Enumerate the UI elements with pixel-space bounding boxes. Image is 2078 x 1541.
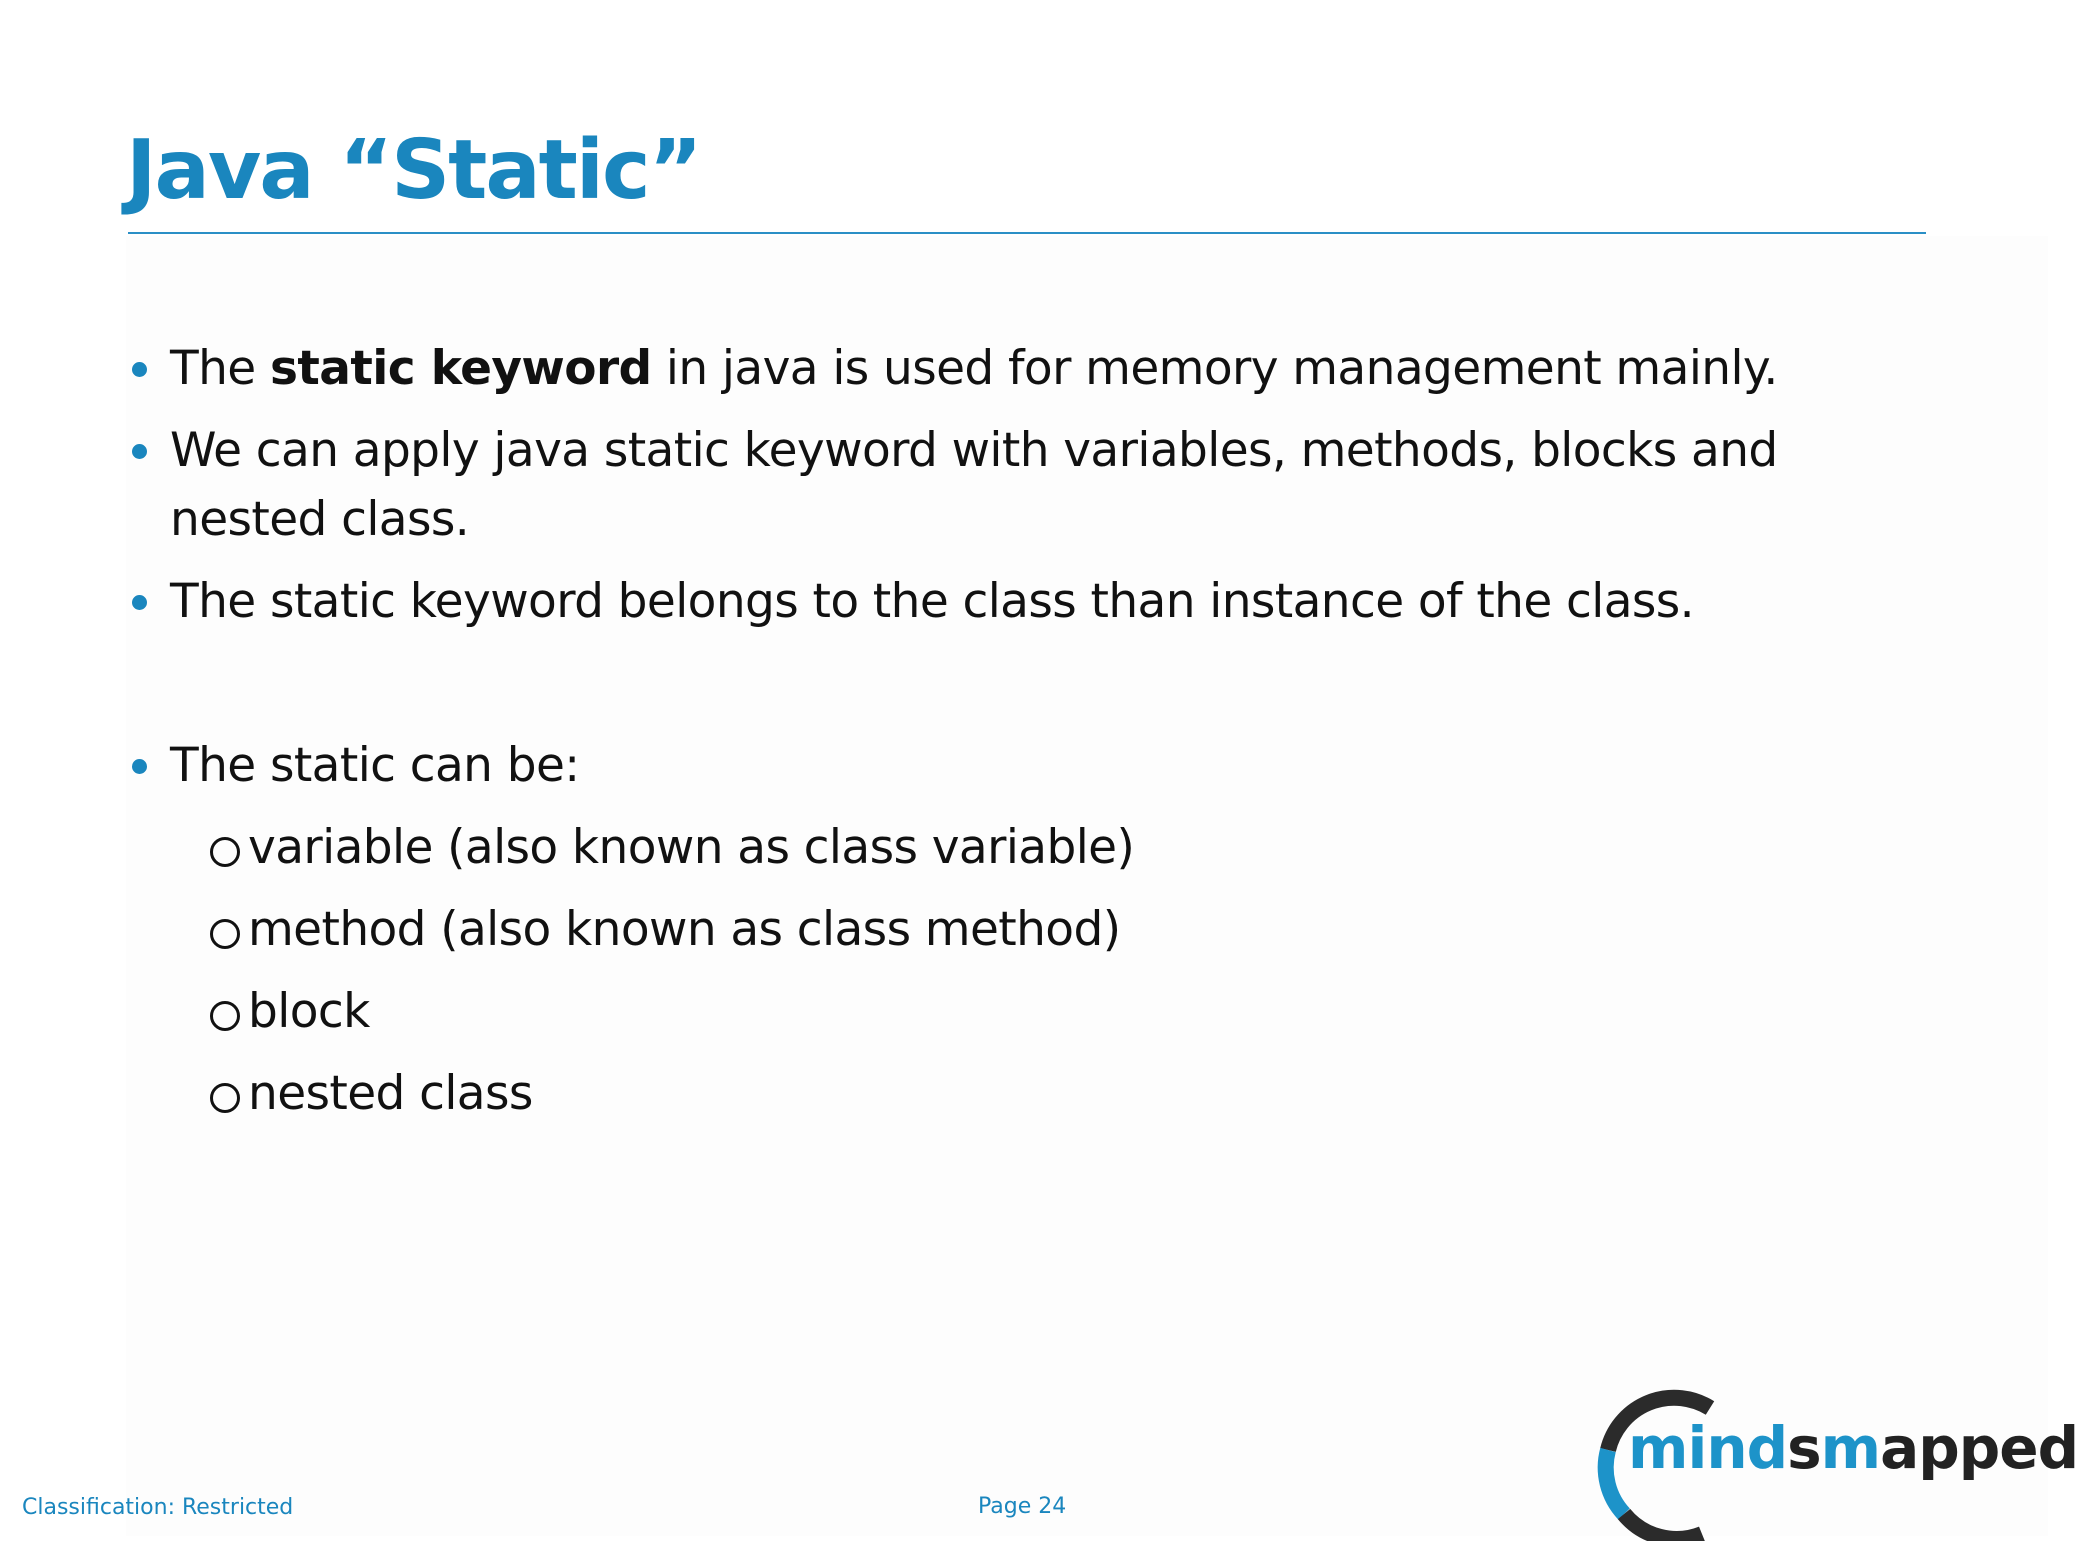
bullet-text: The static can be: xyxy=(170,738,580,793)
sub-item-text: block xyxy=(248,984,370,1039)
mindsmapped-logo xyxy=(1590,1386,2078,1536)
circle-bullet-icon xyxy=(210,837,240,867)
bullet-dot-icon xyxy=(132,595,147,610)
bullet-text-bold: static keyword xyxy=(269,341,652,396)
logo-part: m xyxy=(1628,1414,1688,1482)
logo-part: m xyxy=(1820,1414,1881,1482)
bullet-dot-icon xyxy=(132,362,147,377)
bullet-text-line2: nested class. xyxy=(170,492,470,547)
sub-item-text: variable (also known as class variable) xyxy=(248,820,1135,875)
bullet-text-pre: The xyxy=(170,341,270,396)
circle-bullet-icon xyxy=(210,1083,240,1113)
page-number: Page 24 xyxy=(978,1494,1067,1519)
bullet-text xyxy=(170,334,1870,403)
sub-item-text: nested class xyxy=(248,1066,533,1121)
bullet-text xyxy=(170,416,1870,554)
sub-item xyxy=(210,813,1134,882)
bullet-dot-icon xyxy=(132,444,147,459)
bullet-text-post: in java is used for memory management mainly. xyxy=(651,341,1778,396)
circle-bullet-icon xyxy=(210,919,240,949)
bullet-text: The static keyword belongs to the class than instance of the class. xyxy=(170,574,1695,629)
sub-item xyxy=(210,1059,533,1128)
logo-wordmark xyxy=(1628,1414,2078,1482)
sub-item xyxy=(210,895,1120,964)
logo-part: s xyxy=(1787,1414,1821,1482)
bullet-dot-icon xyxy=(132,759,147,774)
sub-item-text: method (also known as class method) xyxy=(248,902,1121,957)
title-underline xyxy=(128,232,1926,234)
logo-part: apped xyxy=(1880,1414,2078,1482)
circle-bullet-icon xyxy=(210,1001,240,1031)
sub-item xyxy=(210,977,370,1046)
bullet-text-line1: We can apply java static keyword with variables, methods, blocks and xyxy=(170,423,1778,478)
logo-part: ind xyxy=(1687,1414,1788,1482)
slide-title: Java “Static” xyxy=(126,123,701,218)
classification-label: Classification: Restricted xyxy=(22,1495,294,1520)
